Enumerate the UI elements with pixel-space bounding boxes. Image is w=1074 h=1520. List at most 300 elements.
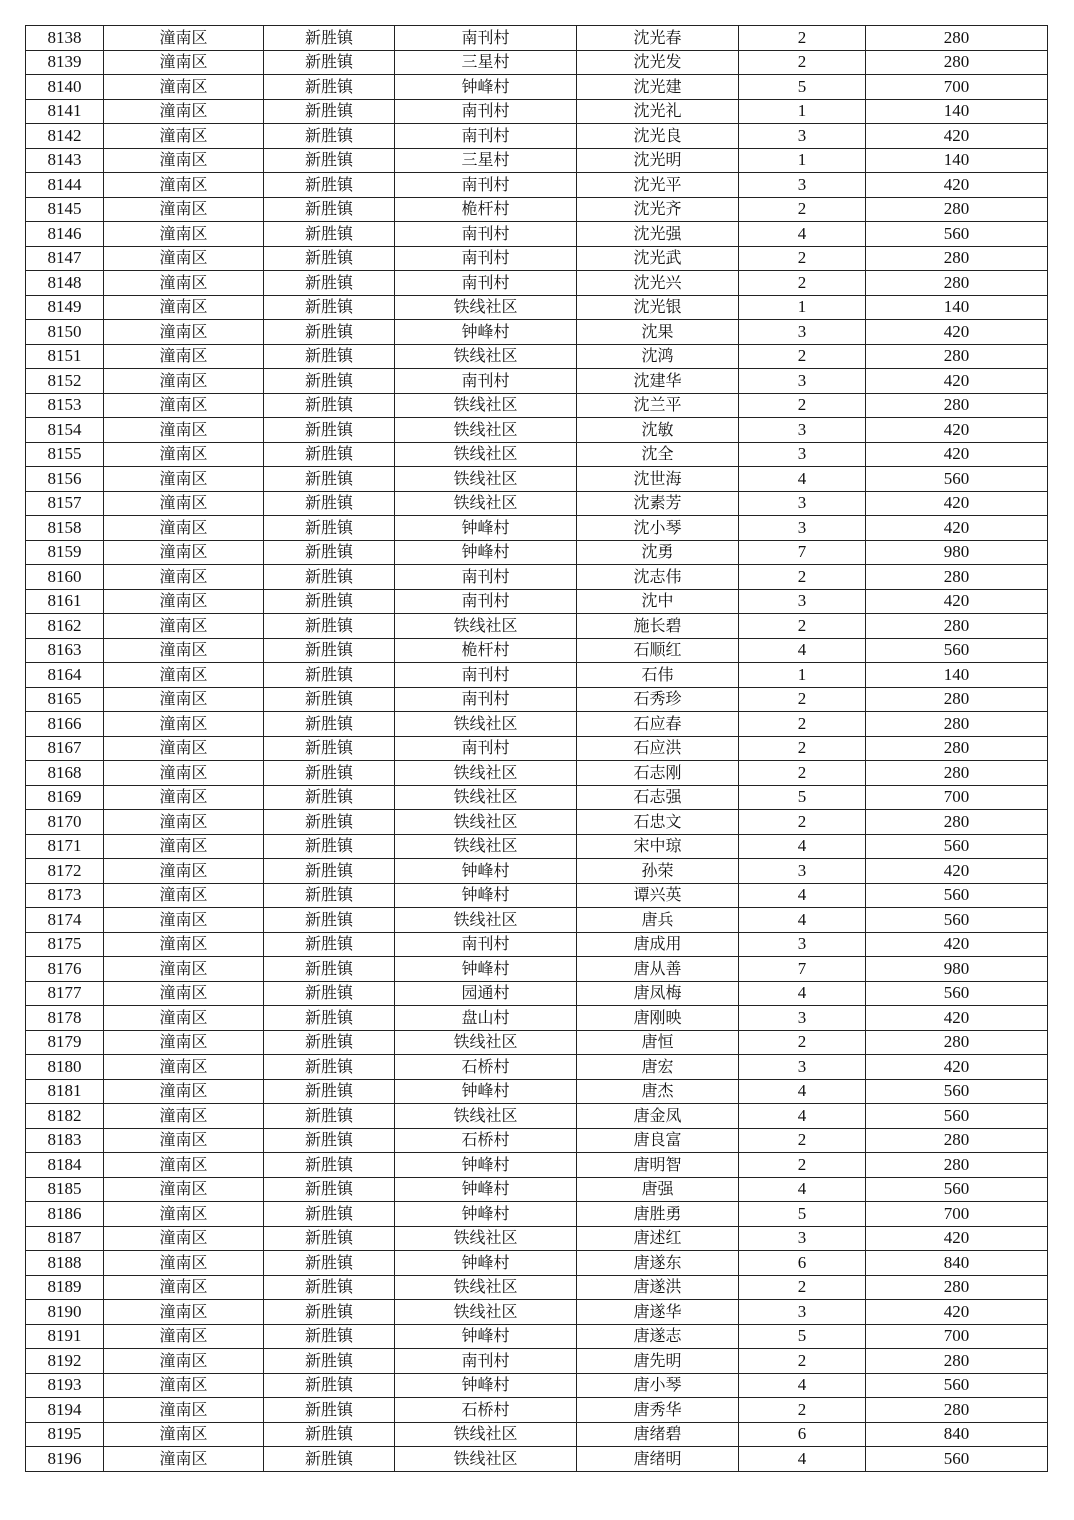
district-cell: 潼南区 bbox=[104, 369, 264, 394]
district-cell: 潼南区 bbox=[104, 1275, 264, 1300]
town-cell: 新胜镇 bbox=[264, 1202, 395, 1227]
village-cell: 钟峰村 bbox=[395, 1177, 577, 1202]
household-size-cell: 3 bbox=[739, 859, 866, 884]
row-number-cell: 8161 bbox=[26, 589, 104, 614]
district-cell: 潼南区 bbox=[104, 222, 264, 247]
table-row bbox=[26, 442, 1048, 467]
village-cell: 南刊村 bbox=[395, 369, 577, 394]
district-cell: 潼南区 bbox=[104, 148, 264, 173]
town-cell: 新胜镇 bbox=[264, 369, 395, 394]
household-size-cell: 2 bbox=[739, 1030, 866, 1055]
name-cell: 唐遂洪 bbox=[577, 1275, 739, 1300]
row-number-cell: 8171 bbox=[26, 834, 104, 859]
district-cell: 潼南区 bbox=[104, 1202, 264, 1227]
table-row bbox=[26, 1006, 1048, 1031]
table-row bbox=[26, 320, 1048, 345]
household-size-cell: 3 bbox=[739, 932, 866, 957]
name-cell: 沈世海 bbox=[577, 467, 739, 492]
name-cell: 石应春 bbox=[577, 712, 739, 737]
table-row bbox=[26, 1202, 1048, 1227]
amount-cell: 280 bbox=[866, 26, 1048, 51]
household-size-cell: 3 bbox=[739, 1006, 866, 1031]
name-cell: 唐小琴 bbox=[577, 1373, 739, 1398]
village-cell: 南刊村 bbox=[395, 99, 577, 124]
row-number-cell: 8182 bbox=[26, 1104, 104, 1129]
village-cell: 南刊村 bbox=[395, 124, 577, 149]
village-cell: 三星村 bbox=[395, 148, 577, 173]
household-size-cell: 3 bbox=[739, 124, 866, 149]
table-row bbox=[26, 614, 1048, 639]
table-row bbox=[26, 393, 1048, 418]
town-cell: 新胜镇 bbox=[264, 467, 395, 492]
village-cell: 钟峰村 bbox=[395, 1251, 577, 1276]
household-size-cell: 1 bbox=[739, 295, 866, 320]
household-size-cell: 3 bbox=[739, 369, 866, 394]
amount-cell: 560 bbox=[866, 834, 1048, 859]
district-cell: 潼南区 bbox=[104, 908, 264, 933]
name-cell: 石忠文 bbox=[577, 810, 739, 835]
town-cell: 新胜镇 bbox=[264, 712, 395, 737]
table-row bbox=[26, 295, 1048, 320]
household-size-cell: 3 bbox=[739, 1226, 866, 1251]
amount-cell: 420 bbox=[866, 491, 1048, 516]
table-row bbox=[26, 736, 1048, 761]
amount-cell: 420 bbox=[866, 442, 1048, 467]
row-number-cell: 8151 bbox=[26, 344, 104, 369]
row-number-cell: 8194 bbox=[26, 1398, 104, 1423]
row-number-cell: 8147 bbox=[26, 246, 104, 271]
district-cell: 潼南区 bbox=[104, 344, 264, 369]
table-row bbox=[26, 883, 1048, 908]
amount-cell: 420 bbox=[866, 369, 1048, 394]
name-cell: 唐胜勇 bbox=[577, 1202, 739, 1227]
village-cell: 南刊村 bbox=[395, 26, 577, 51]
amount-cell: 420 bbox=[866, 1300, 1048, 1325]
table-row bbox=[26, 491, 1048, 516]
village-cell: 钟峰村 bbox=[395, 1153, 577, 1178]
row-number-cell: 8181 bbox=[26, 1079, 104, 1104]
table-row bbox=[26, 1055, 1048, 1080]
name-cell: 谭兴英 bbox=[577, 883, 739, 908]
name-cell: 唐秀华 bbox=[577, 1398, 739, 1423]
table-row bbox=[26, 589, 1048, 614]
village-cell: 南刊村 bbox=[395, 565, 577, 590]
household-size-cell: 4 bbox=[739, 1104, 866, 1129]
town-cell: 新胜镇 bbox=[264, 1422, 395, 1447]
village-cell: 铁线社区 bbox=[395, 761, 577, 786]
table-row bbox=[26, 418, 1048, 443]
amount-cell: 280 bbox=[866, 736, 1048, 761]
household-size-cell: 6 bbox=[739, 1422, 866, 1447]
household-size-cell: 2 bbox=[739, 1275, 866, 1300]
row-number-cell: 8160 bbox=[26, 565, 104, 590]
town-cell: 新胜镇 bbox=[264, 246, 395, 271]
town-cell: 新胜镇 bbox=[264, 50, 395, 75]
row-number-cell: 8185 bbox=[26, 1177, 104, 1202]
town-cell: 新胜镇 bbox=[264, 173, 395, 198]
table-row bbox=[26, 99, 1048, 124]
district-cell: 潼南区 bbox=[104, 99, 264, 124]
town-cell: 新胜镇 bbox=[264, 418, 395, 443]
district-cell: 潼南区 bbox=[104, 981, 264, 1006]
village-cell: 钟峰村 bbox=[395, 540, 577, 565]
name-cell: 唐遂东 bbox=[577, 1251, 739, 1276]
row-number-cell: 8169 bbox=[26, 785, 104, 810]
table-row bbox=[26, 1030, 1048, 1055]
table-row bbox=[26, 663, 1048, 688]
household-size-cell: 2 bbox=[739, 614, 866, 639]
village-cell: 南刊村 bbox=[395, 736, 577, 761]
town-cell: 新胜镇 bbox=[264, 124, 395, 149]
name-cell: 沈全 bbox=[577, 442, 739, 467]
household-size-cell: 2 bbox=[739, 26, 866, 51]
table-row bbox=[26, 173, 1048, 198]
district-cell: 潼南区 bbox=[104, 932, 264, 957]
amount-cell: 280 bbox=[866, 271, 1048, 296]
village-cell: 石桥村 bbox=[395, 1055, 577, 1080]
name-cell: 唐绪明 bbox=[577, 1447, 739, 1472]
town-cell: 新胜镇 bbox=[264, 1153, 395, 1178]
amount-cell: 280 bbox=[866, 393, 1048, 418]
table-row bbox=[26, 638, 1048, 663]
amount-cell: 420 bbox=[866, 173, 1048, 198]
name-cell: 沈光兴 bbox=[577, 271, 739, 296]
village-cell: 铁线社区 bbox=[395, 1030, 577, 1055]
table-row bbox=[26, 26, 1048, 51]
household-size-cell: 4 bbox=[739, 908, 866, 933]
table-row bbox=[26, 712, 1048, 737]
table-row bbox=[26, 1300, 1048, 1325]
amount-cell: 420 bbox=[866, 320, 1048, 345]
row-number-cell: 8193 bbox=[26, 1373, 104, 1398]
district-cell: 潼南区 bbox=[104, 50, 264, 75]
district-cell: 潼南区 bbox=[104, 295, 264, 320]
town-cell: 新胜镇 bbox=[264, 957, 395, 982]
district-cell: 潼南区 bbox=[104, 883, 264, 908]
row-number-cell: 8190 bbox=[26, 1300, 104, 1325]
district-cell: 潼南区 bbox=[104, 1030, 264, 1055]
name-cell: 石伟 bbox=[577, 663, 739, 688]
household-size-cell: 2 bbox=[739, 712, 866, 737]
village-cell: 钟峰村 bbox=[395, 1202, 577, 1227]
village-cell: 铁线社区 bbox=[395, 344, 577, 369]
household-size-cell: 2 bbox=[739, 246, 866, 271]
district-cell: 潼南区 bbox=[104, 246, 264, 271]
district-cell: 潼南区 bbox=[104, 1153, 264, 1178]
row-number-cell: 8176 bbox=[26, 957, 104, 982]
village-cell: 钟峰村 bbox=[395, 1373, 577, 1398]
district-cell: 潼南区 bbox=[104, 197, 264, 222]
town-cell: 新胜镇 bbox=[264, 687, 395, 712]
district-cell: 潼南区 bbox=[104, 75, 264, 100]
town-cell: 新胜镇 bbox=[264, 1079, 395, 1104]
amount-cell: 280 bbox=[866, 761, 1048, 786]
household-size-cell: 5 bbox=[739, 785, 866, 810]
household-size-cell: 5 bbox=[739, 75, 866, 100]
district-cell: 潼南区 bbox=[104, 736, 264, 761]
town-cell: 新胜镇 bbox=[264, 540, 395, 565]
town-cell: 新胜镇 bbox=[264, 663, 395, 688]
row-number-cell: 8155 bbox=[26, 442, 104, 467]
amount-cell: 280 bbox=[866, 1030, 1048, 1055]
name-cell: 沈光齐 bbox=[577, 197, 739, 222]
name-cell: 沈光平 bbox=[577, 173, 739, 198]
district-cell: 潼南区 bbox=[104, 565, 264, 590]
district-cell: 潼南区 bbox=[104, 271, 264, 296]
table-row bbox=[26, 1177, 1048, 1202]
amount-cell: 420 bbox=[866, 124, 1048, 149]
district-cell: 潼南区 bbox=[104, 124, 264, 149]
amount-cell: 980 bbox=[866, 957, 1048, 982]
town-cell: 新胜镇 bbox=[264, 736, 395, 761]
district-cell: 潼南区 bbox=[104, 1128, 264, 1153]
village-cell: 桅杆村 bbox=[395, 638, 577, 663]
row-number-cell: 8177 bbox=[26, 981, 104, 1006]
table-row bbox=[26, 1251, 1048, 1276]
name-cell: 沈光明 bbox=[577, 148, 739, 173]
amount-cell: 280 bbox=[866, 810, 1048, 835]
village-cell: 铁线社区 bbox=[395, 491, 577, 516]
town-cell: 新胜镇 bbox=[264, 589, 395, 614]
household-size-cell: 4 bbox=[739, 834, 866, 859]
village-cell: 铁线社区 bbox=[395, 393, 577, 418]
household-size-cell: 2 bbox=[739, 810, 866, 835]
name-cell: 施长碧 bbox=[577, 614, 739, 639]
name-cell: 唐成用 bbox=[577, 932, 739, 957]
district-cell: 潼南区 bbox=[104, 834, 264, 859]
row-number-cell: 8145 bbox=[26, 197, 104, 222]
district-cell: 潼南区 bbox=[104, 1055, 264, 1080]
amount-cell: 420 bbox=[866, 1226, 1048, 1251]
amount-cell: 700 bbox=[866, 75, 1048, 100]
district-cell: 潼南区 bbox=[104, 859, 264, 884]
name-cell: 唐杰 bbox=[577, 1079, 739, 1104]
amount-cell: 560 bbox=[866, 638, 1048, 663]
district-cell: 潼南区 bbox=[104, 1300, 264, 1325]
district-cell: 潼南区 bbox=[104, 614, 264, 639]
row-number-cell: 8139 bbox=[26, 50, 104, 75]
row-number-cell: 8183 bbox=[26, 1128, 104, 1153]
town-cell: 新胜镇 bbox=[264, 295, 395, 320]
row-number-cell: 8163 bbox=[26, 638, 104, 663]
household-size-cell: 4 bbox=[739, 467, 866, 492]
district-cell: 潼南区 bbox=[104, 1251, 264, 1276]
town-cell: 新胜镇 bbox=[264, 1128, 395, 1153]
table-row bbox=[26, 1128, 1048, 1153]
household-size-cell: 1 bbox=[739, 148, 866, 173]
table-row bbox=[26, 222, 1048, 247]
table-row bbox=[26, 540, 1048, 565]
village-cell: 南刊村 bbox=[395, 932, 577, 957]
town-cell: 新胜镇 bbox=[264, 908, 395, 933]
amount-cell: 280 bbox=[866, 1398, 1048, 1423]
row-number-cell: 8156 bbox=[26, 467, 104, 492]
row-number-cell: 8142 bbox=[26, 124, 104, 149]
table-row bbox=[26, 859, 1048, 884]
town-cell: 新胜镇 bbox=[264, 932, 395, 957]
district-cell: 潼南区 bbox=[104, 1422, 264, 1447]
village-cell: 铁线社区 bbox=[395, 1226, 577, 1251]
amount-cell: 280 bbox=[866, 246, 1048, 271]
row-number-cell: 8195 bbox=[26, 1422, 104, 1447]
household-size-cell: 3 bbox=[739, 418, 866, 443]
village-cell: 南刊村 bbox=[395, 222, 577, 247]
town-cell: 新胜镇 bbox=[264, 1373, 395, 1398]
village-cell: 钟峰村 bbox=[395, 859, 577, 884]
town-cell: 新胜镇 bbox=[264, 1398, 395, 1423]
row-number-cell: 8149 bbox=[26, 295, 104, 320]
household-size-cell: 3 bbox=[739, 1055, 866, 1080]
name-cell: 沈兰平 bbox=[577, 393, 739, 418]
town-cell: 新胜镇 bbox=[264, 614, 395, 639]
district-cell: 潼南区 bbox=[104, 1324, 264, 1349]
town-cell: 新胜镇 bbox=[264, 271, 395, 296]
amount-cell: 700 bbox=[866, 1202, 1048, 1227]
name-cell: 沈光良 bbox=[577, 124, 739, 149]
table-row bbox=[26, 1275, 1048, 1300]
district-cell: 潼南区 bbox=[104, 712, 264, 737]
district-cell: 潼南区 bbox=[104, 491, 264, 516]
row-number-cell: 8138 bbox=[26, 26, 104, 51]
district-cell: 潼南区 bbox=[104, 418, 264, 443]
row-number-cell: 8150 bbox=[26, 320, 104, 345]
amount-cell: 420 bbox=[866, 589, 1048, 614]
household-size-cell: 3 bbox=[739, 1300, 866, 1325]
village-cell: 南刊村 bbox=[395, 663, 577, 688]
name-cell: 石志刚 bbox=[577, 761, 739, 786]
amount-cell: 560 bbox=[866, 1104, 1048, 1129]
name-cell: 唐强 bbox=[577, 1177, 739, 1202]
town-cell: 新胜镇 bbox=[264, 222, 395, 247]
village-cell: 石桥村 bbox=[395, 1128, 577, 1153]
town-cell: 新胜镇 bbox=[264, 1104, 395, 1129]
district-cell: 潼南区 bbox=[104, 1398, 264, 1423]
village-cell: 铁线社区 bbox=[395, 1104, 577, 1129]
amount-cell: 280 bbox=[866, 1128, 1048, 1153]
district-cell: 潼南区 bbox=[104, 1079, 264, 1104]
household-size-cell: 2 bbox=[739, 271, 866, 296]
row-number-cell: 8188 bbox=[26, 1251, 104, 1276]
town-cell: 新胜镇 bbox=[264, 516, 395, 541]
village-cell: 铁线社区 bbox=[395, 834, 577, 859]
household-size-cell: 7 bbox=[739, 957, 866, 982]
household-size-cell: 6 bbox=[739, 1251, 866, 1276]
district-cell: 潼南区 bbox=[104, 540, 264, 565]
town-cell: 新胜镇 bbox=[264, 344, 395, 369]
district-cell: 潼南区 bbox=[104, 589, 264, 614]
town-cell: 新胜镇 bbox=[264, 1251, 395, 1276]
household-size-cell: 1 bbox=[739, 99, 866, 124]
district-cell: 潼南区 bbox=[104, 1349, 264, 1374]
village-cell: 钟峰村 bbox=[395, 75, 577, 100]
roster-body bbox=[26, 26, 1048, 1472]
row-number-cell: 8179 bbox=[26, 1030, 104, 1055]
household-size-cell: 3 bbox=[739, 491, 866, 516]
name-cell: 唐明智 bbox=[577, 1153, 739, 1178]
row-number-cell: 8162 bbox=[26, 614, 104, 639]
village-cell: 盘山村 bbox=[395, 1006, 577, 1031]
table-row bbox=[26, 1349, 1048, 1374]
amount-cell: 420 bbox=[866, 932, 1048, 957]
district-cell: 潼南区 bbox=[104, 442, 264, 467]
row-number-cell: 8148 bbox=[26, 271, 104, 296]
amount-cell: 280 bbox=[866, 1349, 1048, 1374]
amount-cell: 280 bbox=[866, 614, 1048, 639]
amount-cell: 560 bbox=[866, 908, 1048, 933]
name-cell: 石志强 bbox=[577, 785, 739, 810]
name-cell: 唐兵 bbox=[577, 908, 739, 933]
village-cell: 桅杆村 bbox=[395, 197, 577, 222]
village-cell: 南刊村 bbox=[395, 271, 577, 296]
row-number-cell: 8180 bbox=[26, 1055, 104, 1080]
amount-cell: 420 bbox=[866, 859, 1048, 884]
town-cell: 新胜镇 bbox=[264, 1055, 395, 1080]
amount-cell: 420 bbox=[866, 516, 1048, 541]
household-size-cell: 4 bbox=[739, 1177, 866, 1202]
village-cell: 铁线社区 bbox=[395, 1275, 577, 1300]
town-cell: 新胜镇 bbox=[264, 1177, 395, 1202]
row-number-cell: 8184 bbox=[26, 1153, 104, 1178]
table-row bbox=[26, 369, 1048, 394]
village-cell: 南刊村 bbox=[395, 246, 577, 271]
village-cell: 钟峰村 bbox=[395, 883, 577, 908]
table-row bbox=[26, 1447, 1048, 1472]
town-cell: 新胜镇 bbox=[264, 834, 395, 859]
name-cell: 沈敏 bbox=[577, 418, 739, 443]
name-cell: 沈建华 bbox=[577, 369, 739, 394]
name-cell: 唐绪碧 bbox=[577, 1422, 739, 1447]
row-number-cell: 8144 bbox=[26, 173, 104, 198]
name-cell: 沈勇 bbox=[577, 540, 739, 565]
household-size-cell: 2 bbox=[739, 1128, 866, 1153]
table-row bbox=[26, 1079, 1048, 1104]
household-size-cell: 3 bbox=[739, 320, 866, 345]
document-page bbox=[25, 25, 1047, 1472]
district-cell: 潼南区 bbox=[104, 1447, 264, 1472]
district-cell: 潼南区 bbox=[104, 638, 264, 663]
row-number-cell: 8170 bbox=[26, 810, 104, 835]
household-size-cell: 2 bbox=[739, 761, 866, 786]
village-cell: 铁线社区 bbox=[395, 442, 577, 467]
amount-cell: 140 bbox=[866, 148, 1048, 173]
row-number-cell: 8143 bbox=[26, 148, 104, 173]
district-cell: 潼南区 bbox=[104, 687, 264, 712]
household-size-cell: 7 bbox=[739, 540, 866, 565]
district-cell: 潼南区 bbox=[104, 761, 264, 786]
household-size-cell: 2 bbox=[739, 736, 866, 761]
town-cell: 新胜镇 bbox=[264, 75, 395, 100]
village-cell: 钟峰村 bbox=[395, 1079, 577, 1104]
row-number-cell: 8196 bbox=[26, 1447, 104, 1472]
household-size-cell: 2 bbox=[739, 197, 866, 222]
name-cell: 石应洪 bbox=[577, 736, 739, 761]
row-number-cell: 8174 bbox=[26, 908, 104, 933]
table-row bbox=[26, 761, 1048, 786]
table-row bbox=[26, 1373, 1048, 1398]
amount-cell: 280 bbox=[866, 197, 1048, 222]
row-number-cell: 8159 bbox=[26, 540, 104, 565]
amount-cell: 280 bbox=[866, 565, 1048, 590]
household-size-cell: 4 bbox=[739, 1373, 866, 1398]
village-cell: 钟峰村 bbox=[395, 516, 577, 541]
town-cell: 新胜镇 bbox=[264, 859, 395, 884]
district-cell: 潼南区 bbox=[104, 393, 264, 418]
name-cell: 唐从善 bbox=[577, 957, 739, 982]
table-row bbox=[26, 908, 1048, 933]
amount-cell: 280 bbox=[866, 344, 1048, 369]
amount-cell: 280 bbox=[866, 687, 1048, 712]
village-cell: 南刊村 bbox=[395, 1349, 577, 1374]
